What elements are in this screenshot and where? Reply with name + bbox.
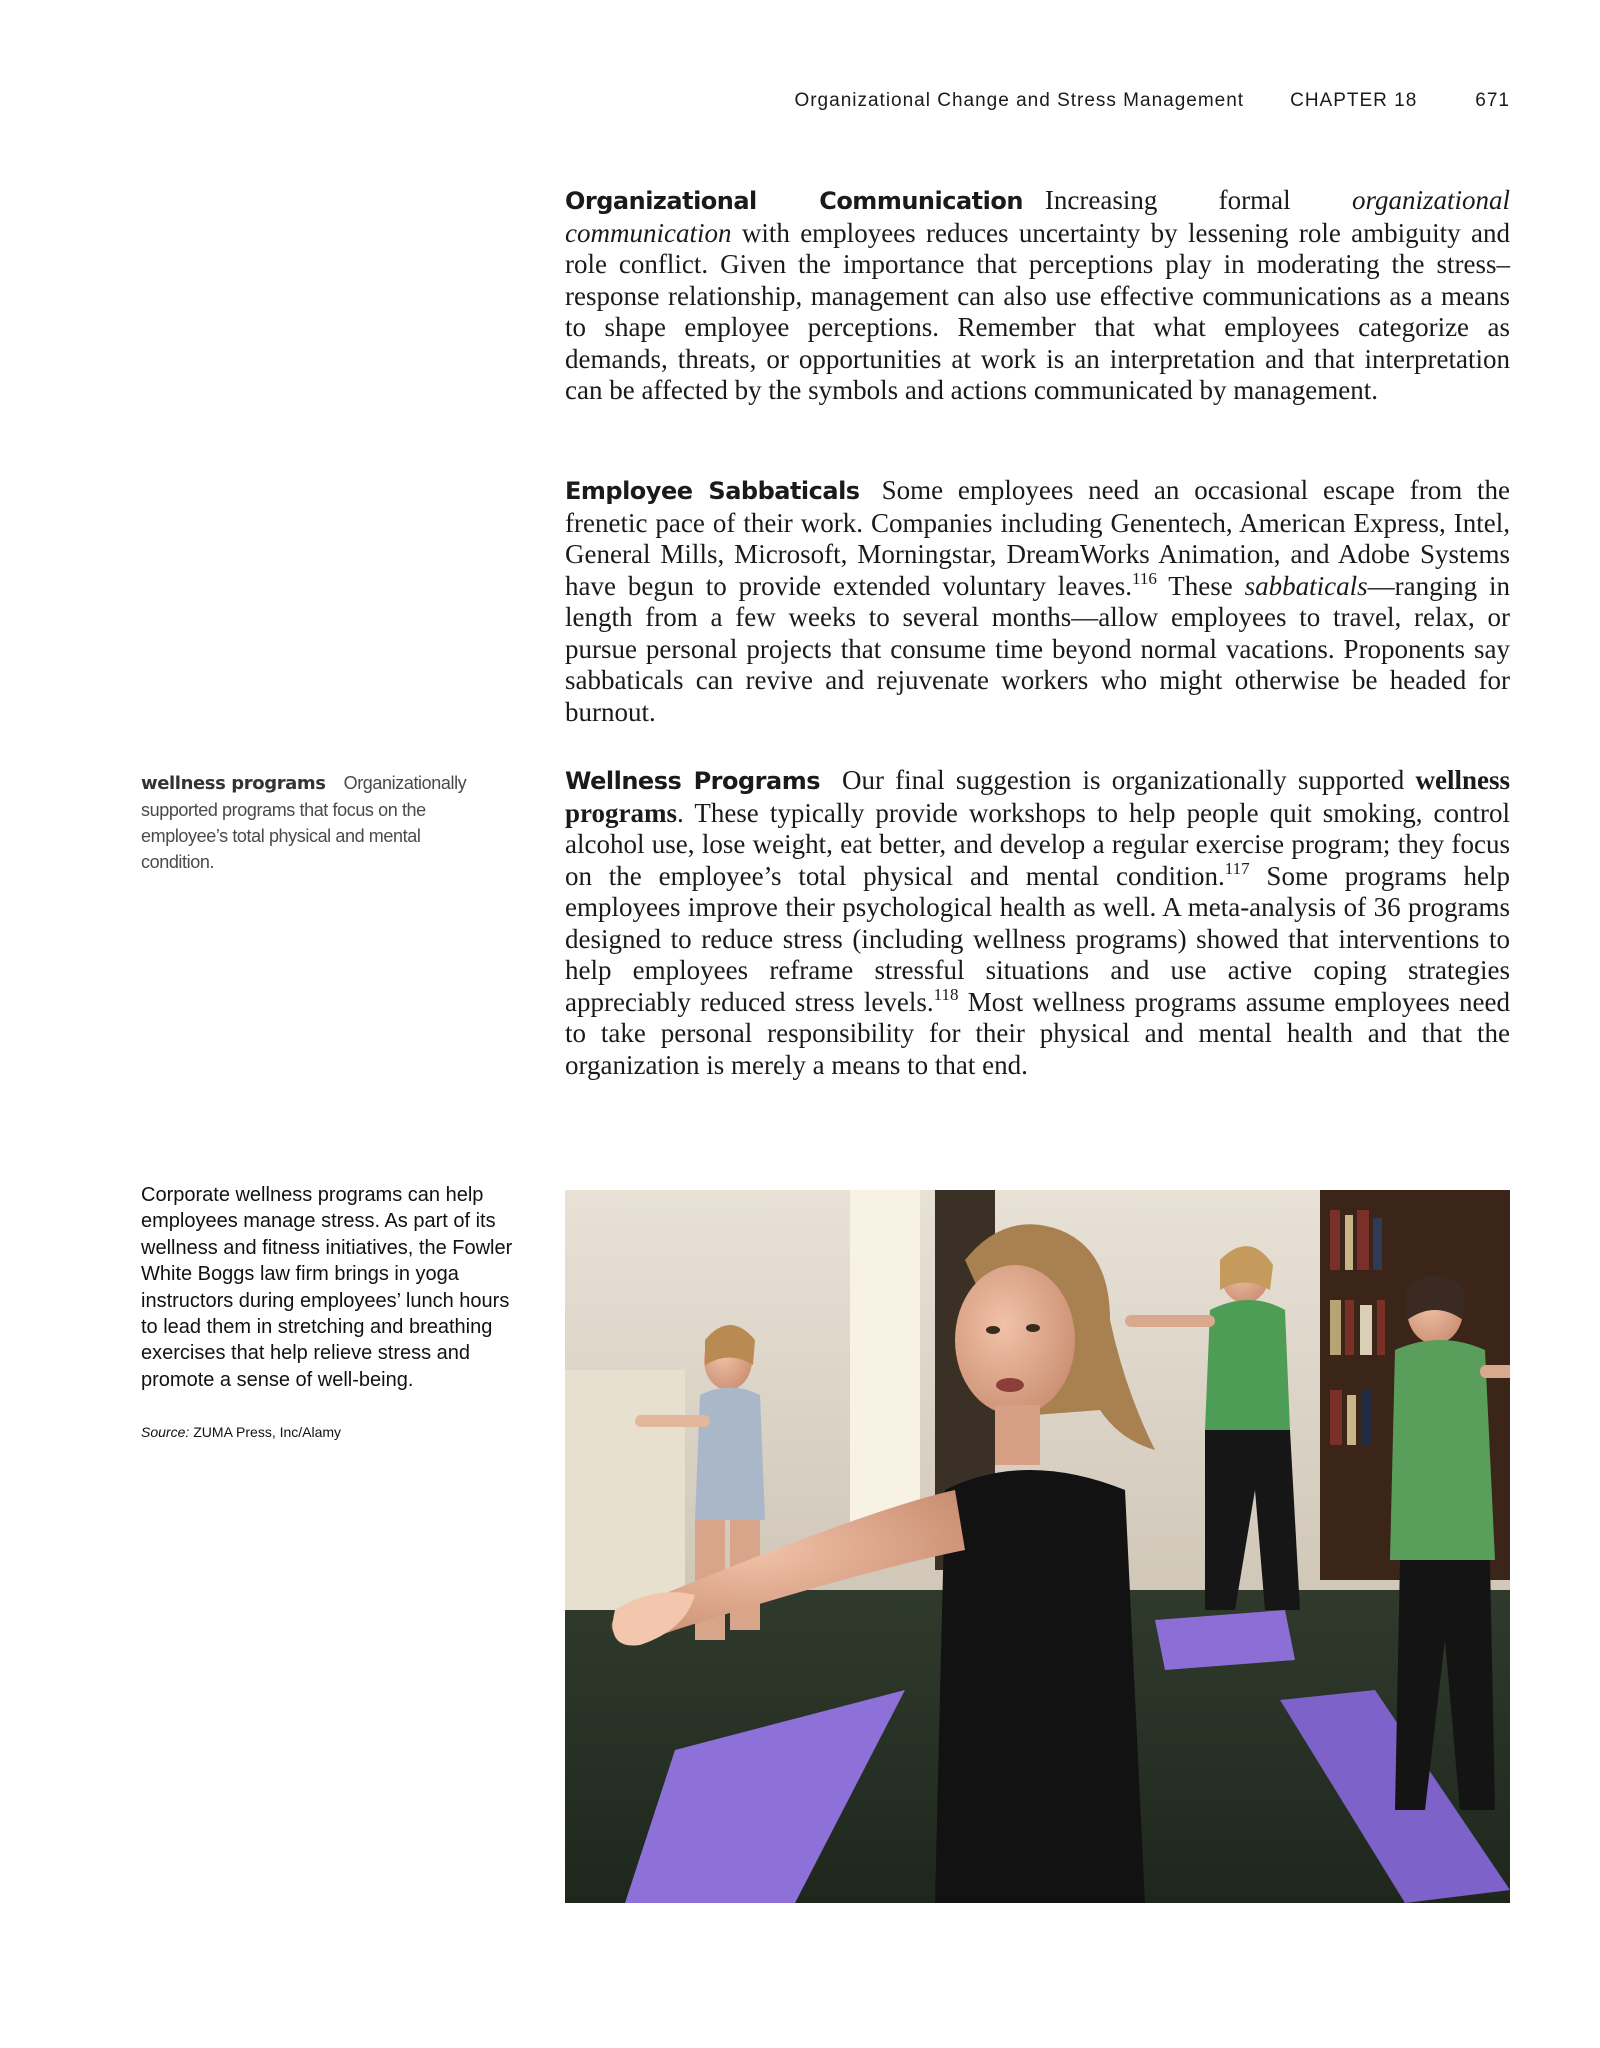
definition-term: wellness programs (141, 773, 326, 794)
yoga-class-photo (565, 1190, 1510, 1903)
text-run: Increasing formal (1044, 185, 1352, 215)
section-wellness-programs (565, 765, 1510, 1081)
footnote-marker: 116 (1131, 568, 1157, 588)
running-head (0, 90, 1510, 112)
bold-key-term: wellness programs (565, 765, 1510, 828)
counter (565, 1370, 685, 1610)
section-heading: Wellness Programs (565, 767, 820, 795)
paragraph (565, 475, 1510, 728)
yoga-photo-illustration (565, 1190, 1510, 1903)
text-run: Some programs help employees improve their psychological health as well. A meta-analysis of 36 programs designed to reduce stress (including wellness programs) showed that interventions to help employees reframe stressful situations and use active coping strategies appreciably reduced stress levels. (565, 860, 1511, 1017)
photo-source (141, 1424, 521, 1440)
yoga-mat-back (1155, 1610, 1295, 1670)
text-run: These (1156, 570, 1245, 601)
definition-text: Organizationally supported programs that focus on the employee’s total physical and mental condition. (141, 773, 467, 872)
source-text: ZUMA Press, Inc/Alamy (193, 1424, 342, 1440)
paragraph (565, 765, 1510, 1081)
section-heading: Organizational Communication (565, 187, 1023, 215)
text-run: Some employees need an occasional escape from the frenetic pace of their work. Companies including Genentech, American Express, Intel, General Mills, Microsoft, Morningstar, DreamWorks Animation, and Adobe Systems have begun to provide extended voluntary leaves. (565, 475, 1510, 601)
section-organizational-communication (565, 185, 1510, 407)
section-heading: Employee Sabbaticals (565, 477, 860, 505)
text-run: Most wellness programs assume employees need to take personal responsibility for their physical and mental health and that the organization is merely a means to that end. (565, 986, 1511, 1080)
margin-definition (141, 770, 486, 875)
paragraph (565, 185, 1510, 407)
running-title: Organizational Change and Stress Management (794, 90, 1245, 111)
text-run: —ranging in length from a few weeks to several months—allow employees to travel, relax, or pursue personal projects that consume time beyond normal vacations. Proponents say sabbaticals can revive and rejuvenate workers who might otherwise be headed for burnout. (565, 570, 1510, 727)
text-run: Our final suggestion is organizationally supported (842, 765, 1416, 795)
text-run: . These typically provide workshops to help people quit smoking, control alcohol use, lose weight, eat better, and develop a regular exercise program; they focus on the employee’s total physical and mental condition. (565, 797, 1510, 891)
section-employee-sabbaticals (565, 475, 1510, 728)
text-run: with employees reduces uncertainty by lessening role ambiguity and role conflict. Given the importance that perceptions play in moderating the stress–response relationship, management can also use effective communications as a means to shape employee perceptions. Remember that what employees categorize as demands, threats, or opportunities at work is an interpretation and that interpretation can be affected by the symbols and actions communicated by management. (565, 217, 1510, 405)
footnote-marker: 117 (1224, 858, 1250, 878)
source-label: Source: (141, 1424, 190, 1440)
window-light (850, 1190, 920, 1550)
italic-term: organizational communication (565, 185, 1510, 248)
page-number: 671 (1475, 90, 1510, 111)
italic-term: sabbaticals (1244, 570, 1368, 601)
footnote-marker: 118 (933, 984, 959, 1004)
chapter-label: CHAPTER 18 (1290, 90, 1418, 111)
photo-caption: Corporate wellness programs can help employees manage stress. As part of its wellness and fitness initiatives, the Fowler White Boggs law firm brings in yoga instructors during employees’ lunch hours to lead them in stretching and breathing exercises that help relieve stress and promote a sense of well-being. (141, 1184, 513, 1391)
